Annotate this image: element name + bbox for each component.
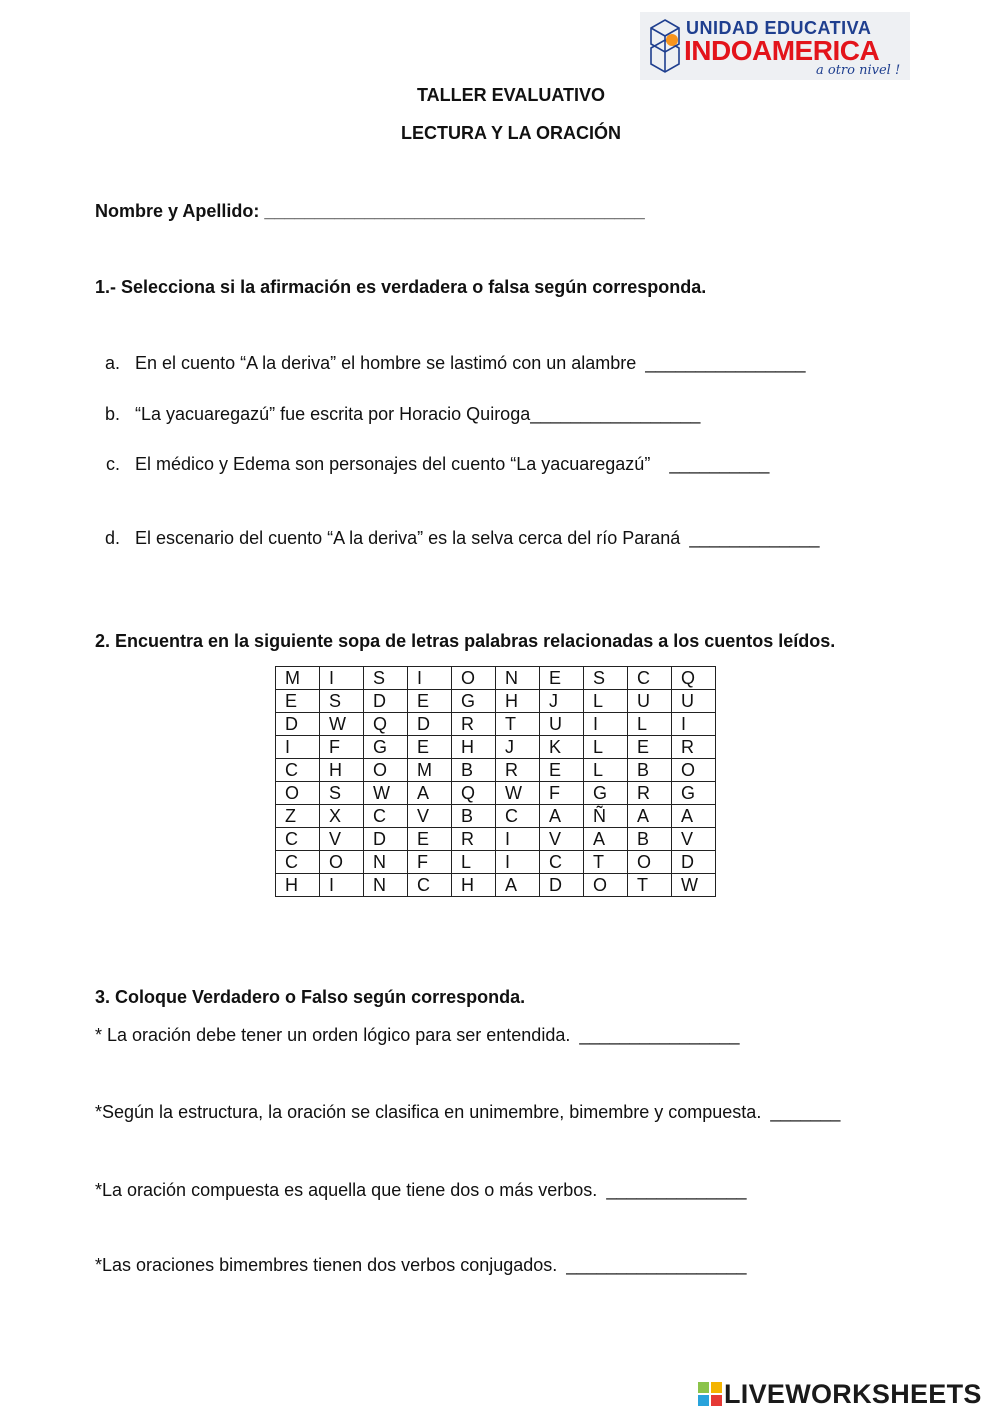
item-letter: b. <box>104 404 120 424</box>
grid-cell[interactable]: N <box>364 874 408 897</box>
name-blank[interactable]: ______________________________________ <box>264 201 645 221</box>
grid-cell[interactable]: A <box>540 805 584 828</box>
grid-row <box>276 828 716 851</box>
grid-cell[interactable]: G <box>364 736 408 759</box>
answer-blank[interactable]: _________________ <box>530 404 701 424</box>
grid-row <box>276 759 716 782</box>
grid-cell[interactable]: L <box>584 690 628 713</box>
grid-cell[interactable]: E <box>628 736 672 759</box>
grid-cell[interactable]: U <box>672 690 716 713</box>
grid-cell[interactable]: A <box>496 874 540 897</box>
grid-cell[interactable]: O <box>364 759 408 782</box>
grid-cell[interactable]: T <box>584 851 628 874</box>
grid-cell[interactable]: I <box>276 736 320 759</box>
name-field[interactable] <box>95 201 645 222</box>
grid-cell[interactable]: G <box>672 782 716 805</box>
section1-item-b <box>96 404 700 425</box>
grid-cell[interactable]: C <box>496 805 540 828</box>
grid-cell[interactable]: I <box>584 713 628 736</box>
answer-blank[interactable]: ________________ <box>579 1025 740 1045</box>
grid-cell[interactable]: A <box>628 805 672 828</box>
grid-cell[interactable]: C <box>276 851 320 874</box>
item-text: *Según la estructura, la oración se clasifica en unimembre, bimembre y compuesta. <box>95 1102 762 1122</box>
grid-cell[interactable]: H <box>496 690 540 713</box>
grid-cell[interactable]: R <box>452 828 496 851</box>
item-letter: c. <box>105 454 120 474</box>
grid-cell[interactable]: V <box>672 828 716 851</box>
grid-cell[interactable]: G <box>452 690 496 713</box>
answer-blank[interactable]: ______________ <box>606 1180 747 1200</box>
grid-cell[interactable]: V <box>408 805 452 828</box>
grid-cell[interactable]: E <box>540 759 584 782</box>
section3-item-2 <box>95 1102 840 1123</box>
grid-cell[interactable]: X <box>320 805 364 828</box>
grid-cell[interactable]: E <box>408 690 452 713</box>
cube-logo-icon <box>648 18 682 74</box>
section1-item-d <box>96 528 819 549</box>
page-title: TALLER EVALUATIVO <box>417 85 605 105</box>
grid-cell[interactable]: H <box>320 759 364 782</box>
grid-cell[interactable]: I <box>320 874 364 897</box>
grid-cell[interactable]: V <box>540 828 584 851</box>
grid-cell[interactable]: J <box>496 736 540 759</box>
grid-cell[interactable]: S <box>364 667 408 690</box>
grid-cell[interactable]: W <box>672 874 716 897</box>
grid-cell[interactable]: O <box>584 874 628 897</box>
section3-item-4 <box>95 1255 747 1276</box>
grid-cell[interactable]: B <box>452 759 496 782</box>
section3-item-3 <box>95 1180 746 1201</box>
grid-row <box>276 713 716 736</box>
grid-cell[interactable]: I <box>496 828 540 851</box>
grid-cell[interactable]: E <box>540 667 584 690</box>
grid-cell[interactable]: L <box>584 736 628 759</box>
grid-cell[interactable]: H <box>452 736 496 759</box>
grid-cell[interactable]: C <box>628 667 672 690</box>
grid-cell[interactable]: R <box>496 759 540 782</box>
item-text: El escenario del cuento “A la deriva” es la selva cerca del río Paraná <box>135 528 681 548</box>
grid-cell[interactable]: L <box>452 851 496 874</box>
grid-cell[interactable]: H <box>452 874 496 897</box>
grid-cell[interactable]: J <box>540 690 584 713</box>
grid-cell[interactable]: W <box>320 713 364 736</box>
grid-cell[interactable]: Ñ <box>584 805 628 828</box>
logo-top-line: UNIDAD EDUCATIVA <box>686 18 872 38</box>
section3-item-1 <box>95 1025 740 1046</box>
grid-cell[interactable]: S <box>320 782 364 805</box>
grid-cell[interactable]: R <box>452 713 496 736</box>
grid-row <box>276 851 716 874</box>
section1-item-c <box>96 454 769 475</box>
section1-item-a <box>96 353 805 374</box>
grid-cell[interactable]: D <box>364 690 408 713</box>
grid-cell[interactable]: O <box>276 782 320 805</box>
grid-cell[interactable]: W <box>496 782 540 805</box>
page-subtitle: LECTURA Y LA ORACIÓN <box>400 123 621 143</box>
grid-cell[interactable]: E <box>408 736 452 759</box>
grid-cell[interactable]: D <box>276 713 320 736</box>
grid-cell[interactable]: Q <box>672 667 716 690</box>
grid-cell[interactable]: F <box>408 851 452 874</box>
grid-cell[interactable]: I <box>496 851 540 874</box>
liveworksheets-icon <box>698 1382 722 1406</box>
school-logo <box>640 12 910 80</box>
grid-cell[interactable]: O <box>320 851 364 874</box>
name-label: Nombre y Apellido: <box>95 201 260 221</box>
answer-blank[interactable]: ________________ <box>645 353 806 373</box>
grid-cell[interactable]: B <box>628 828 672 851</box>
grid-cell[interactable]: M <box>408 759 452 782</box>
grid-cell[interactable]: M <box>276 667 320 690</box>
item-text: “La yacuaregazú” fue escrita por Horacio Quiroga <box>135 404 531 424</box>
grid-cell[interactable]: E <box>408 828 452 851</box>
grid-cell[interactable]: N <box>364 851 408 874</box>
grid-cell[interactable]: C <box>540 851 584 874</box>
grid-cell[interactable]: T <box>496 713 540 736</box>
logo-tagline: a otro nivel ! <box>816 63 901 78</box>
grid-cell[interactable]: R <box>672 736 716 759</box>
grid-cell[interactable]: S <box>584 667 628 690</box>
item-text: *La oración compuesta es aquella que tiene dos o más verbos. <box>95 1180 598 1200</box>
item-letter: a. <box>104 353 120 373</box>
grid-cell[interactable]: A <box>672 805 716 828</box>
grid-row <box>276 805 716 828</box>
grid-cell[interactable]: I <box>672 713 716 736</box>
grid-cell[interactable]: E <box>276 690 320 713</box>
section3-instruction: 3. Coloque Verdadero o Falso según corresponda. <box>95 987 526 1007</box>
grid-cell[interactable]: F <box>320 736 364 759</box>
grid-cell[interactable]: Q <box>452 782 496 805</box>
grid-cell[interactable]: A <box>584 828 628 851</box>
grid-cell[interactable]: I <box>320 667 364 690</box>
grid-row <box>276 690 716 713</box>
grid-cell[interactable]: O <box>628 851 672 874</box>
grid-cell[interactable]: D <box>672 851 716 874</box>
grid-cell[interactable]: U <box>540 713 584 736</box>
item-text: * La oración debe tener un orden lógico para ser entendida. <box>95 1025 571 1045</box>
grid-row <box>276 667 716 690</box>
word-search-grid <box>275 666 716 897</box>
grid-cell[interactable]: C <box>408 874 452 897</box>
grid-cell[interactable]: D <box>540 874 584 897</box>
grid-cell[interactable]: C <box>276 759 320 782</box>
grid-cell[interactable]: V <box>320 828 364 851</box>
grid-cell[interactable]: N <box>496 667 540 690</box>
grid-cell[interactable]: L <box>628 713 672 736</box>
grid-cell[interactable]: Q <box>364 713 408 736</box>
item-text: *Las oraciones bimembres tienen dos verbos conjugados. <box>95 1255 558 1275</box>
grid-cell[interactable]: C <box>364 805 408 828</box>
grid-cell[interactable]: F <box>540 782 584 805</box>
grid-cell[interactable]: G <box>584 782 628 805</box>
grid-row <box>276 874 716 897</box>
grid-cell[interactable]: B <box>452 805 496 828</box>
item-text: El médico y Edema son personajes del cuento “La yacuaregazú” <box>135 454 651 474</box>
grid-cell[interactable]: T <box>628 874 672 897</box>
item-letter: d. <box>104 528 120 548</box>
grid-cell[interactable]: Z <box>276 805 320 828</box>
answer-blank[interactable]: __________________ <box>566 1255 747 1275</box>
grid-cell[interactable]: O <box>672 759 716 782</box>
footer-brand: LIVEWORKSHEETS <box>724 1379 982 1409</box>
grid-cell[interactable]: R <box>628 782 672 805</box>
grid-cell[interactable]: L <box>584 759 628 782</box>
section2-instruction: 2. Encuentra en la siguiente sopa de letras palabras relacionadas a los cuentos leídos. <box>95 631 836 651</box>
logo-name: INDOAMERICA <box>684 35 880 66</box>
grid-cell[interactable]: K <box>540 736 584 759</box>
grid-cell[interactable]: B <box>628 759 672 782</box>
grid-cell[interactable]: A <box>408 782 452 805</box>
grid-cell[interactable]: C <box>276 828 320 851</box>
answer-blank[interactable]: __________ <box>669 454 770 474</box>
section1-instruction: 1.- Selecciona si la afirmación es verdadera o falsa según corresponda. <box>95 277 707 297</box>
grid-cell[interactable]: I <box>408 667 452 690</box>
grid-cell[interactable]: D <box>364 828 408 851</box>
grid-cell[interactable]: H <box>276 874 320 897</box>
grid-cell[interactable]: D <box>408 713 452 736</box>
grid-cell[interactable]: U <box>628 690 672 713</box>
grid-row <box>276 782 716 805</box>
grid-row <box>276 736 716 759</box>
answer-blank[interactable]: _____________ <box>689 528 820 548</box>
answer-blank[interactable]: _______ <box>770 1102 841 1122</box>
grid-cell[interactable]: W <box>364 782 408 805</box>
grid-cell[interactable]: O <box>452 667 496 690</box>
grid-cell[interactable]: S <box>320 690 364 713</box>
item-text: En el cuento “A la deriva” el hombre se lastimó con un alambre <box>135 353 637 373</box>
